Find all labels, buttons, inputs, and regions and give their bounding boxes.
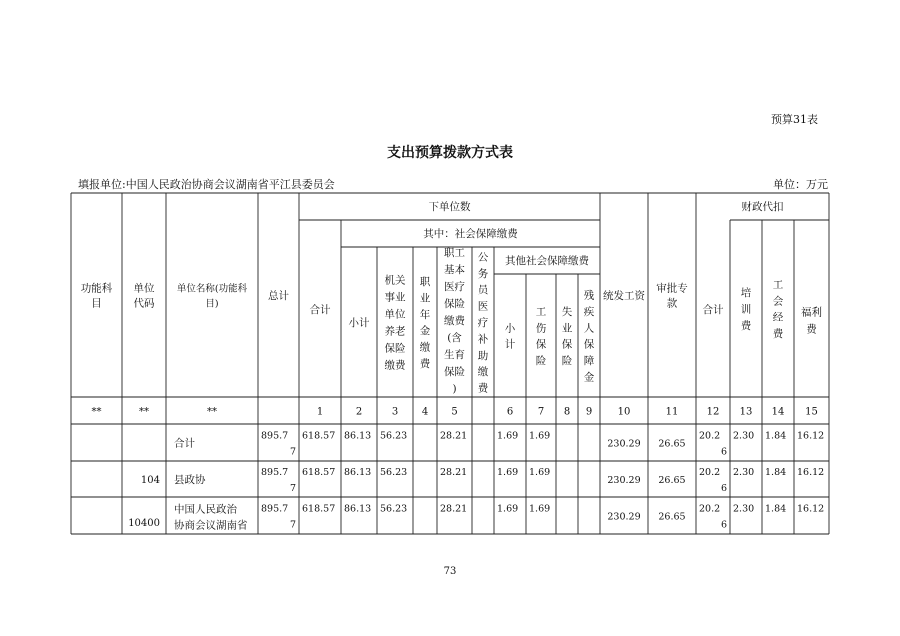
header-unemployment: 失 <box>561 305 573 318</box>
header-disability: 残 <box>583 289 595 302</box>
cell-value: 20.2 <box>699 503 721 515</box>
cell-value: 26.65 <box>658 511 686 523</box>
header-injury: 伤 <box>535 322 547 335</box>
header-annuity: 职 <box>419 276 431 288</box>
header-training: 费 <box>740 319 752 332</box>
cell-value: 1.69 <box>529 430 551 442</box>
header-union: 会 <box>772 295 784 308</box>
header-disability: 保 <box>583 338 595 351</box>
cell-value: 7 <box>289 519 296 531</box>
header-medical: 保险 <box>444 366 465 378</box>
cell-value: 28.21 <box>440 467 468 478</box>
index-cell: 10 <box>617 406 631 418</box>
table-number: 预算31表 <box>771 113 818 126</box>
header-special: 款 <box>666 297 678 310</box>
index-cell: 13 <box>739 406 753 418</box>
header-social-security: 其中：社会保障缴费 <box>423 228 518 240</box>
header-annuity: 费 <box>419 358 431 370</box>
cell-value: 1.84 <box>765 467 787 478</box>
index-cell: 6 <box>506 406 514 418</box>
page-number: 73 <box>443 566 457 577</box>
cell-value: 6 <box>720 446 727 458</box>
header-injury: 险 <box>535 355 547 368</box>
header-injury: 保 <box>535 338 547 351</box>
header-unit-code: 代码 <box>133 297 155 310</box>
cell-value: 86.13 <box>344 467 372 478</box>
header-medical: 基本 <box>444 264 465 276</box>
cell-value: 56.23 <box>380 467 408 478</box>
header-lower-units: 下单位数 <box>428 201 471 213</box>
header-special: 审批专 <box>656 282 688 295</box>
header-func-subject: 目 <box>91 297 102 310</box>
header-pension: 养老 <box>384 325 406 338</box>
cell-value: 86.13 <box>344 503 372 515</box>
header-disability: 疾 <box>583 305 595 318</box>
header-fiscal: 财政代扣 <box>741 201 784 213</box>
cell-value: 2.30 <box>733 430 755 442</box>
currency-unit: 单位：万元 <box>773 178 828 191</box>
header-unemployment: 业 <box>561 322 573 335</box>
cell-value: 618.57 <box>302 503 336 515</box>
header-subtotal: 小计 <box>348 317 370 329</box>
cell-value: 7 <box>289 483 296 494</box>
header-unit-code: 单位 <box>133 282 155 295</box>
index-cell: 12 <box>706 406 720 418</box>
header-medical: ) <box>452 383 457 395</box>
header-medical: 缴费 <box>444 315 465 327</box>
header-unit-name: 单位名称(功能科 <box>176 283 248 295</box>
cell-unit-name: 中国人民政治 <box>174 503 237 516</box>
cell-value: 56.23 <box>380 503 408 515</box>
cell-value: 1.69 <box>529 467 551 478</box>
cell-value: 618.57 <box>302 430 336 442</box>
index-cell: 7 <box>537 406 545 418</box>
cell-value: 86.13 <box>344 430 372 442</box>
header-medical: 职工 <box>444 247 465 259</box>
header-welfare: 费 <box>806 323 817 336</box>
cell-value: 26.65 <box>658 475 686 486</box>
index-cell: 14 <box>771 406 785 418</box>
header-civil-medical: 费 <box>477 382 489 395</box>
cell-value: 2.30 <box>733 503 755 515</box>
index-cell: 2 <box>355 406 363 418</box>
header-union: 工 <box>772 278 784 291</box>
header-func-subject: 功能科 <box>80 282 113 295</box>
cell-value: 618.57 <box>302 467 336 478</box>
header-medical: 医疗 <box>444 281 465 293</box>
header-fiscal-total: 合计 <box>702 304 724 316</box>
header-union: 费 <box>772 328 784 341</box>
header-medical: 保险 <box>444 298 465 310</box>
cell-value: 7 <box>289 446 296 458</box>
index-cell: 1 <box>316 406 324 418</box>
cell-value: 16.12 <box>797 467 825 478</box>
page-title: 支出预算拨款方式表 <box>387 145 513 161</box>
index-cell: ** <box>91 406 102 418</box>
header-unit-name: 目) <box>205 298 219 310</box>
index-cell: 9 <box>585 406 593 418</box>
header-civil-medical: 公 <box>477 251 489 264</box>
cell-value: 16.12 <box>797 503 825 515</box>
cell-value: 230.29 <box>607 475 641 486</box>
header-medical: 生育 <box>444 349 465 361</box>
cell-unit-name: 合计 <box>174 437 195 450</box>
cell-value: 895.7 <box>261 430 289 442</box>
cell-unit-name: 协商会议湖南省 <box>174 519 248 532</box>
header-civil-medical: 医 <box>477 300 489 313</box>
cell-value: 1.69 <box>497 430 519 442</box>
cell-unit-code: 10400 <box>128 518 160 529</box>
header-union: 经 <box>772 311 784 324</box>
header-pension: 缴费 <box>384 359 406 372</box>
header-medical: (含 <box>447 332 462 344</box>
header-injury: 工 <box>535 305 547 318</box>
header-unemployment: 险 <box>561 355 573 368</box>
header-annuity: 金 <box>419 325 431 338</box>
cell-value: 16.12 <box>797 430 825 442</box>
cell-value: 20.2 <box>699 467 721 478</box>
header-disability: 障 <box>583 355 595 368</box>
header-civil-medical: 补 <box>477 333 489 346</box>
cell-value: 1.84 <box>765 503 787 515</box>
index-cell: 5 <box>451 406 458 418</box>
header-pension: 保险 <box>384 342 406 355</box>
header-civil-medical: 助 <box>477 349 489 362</box>
header-other-subtotal: 计 <box>504 338 516 351</box>
header-disability: 金 <box>583 371 595 384</box>
index-cell: 3 <box>391 406 399 418</box>
header-civil-medical: 疗 <box>477 317 489 329</box>
header-unemployment: 保 <box>561 338 573 351</box>
header-disability: 人 <box>583 322 595 335</box>
cell-value: 1.69 <box>529 503 551 515</box>
header-training: 培 <box>740 287 752 300</box>
index-cell: 15 <box>805 406 818 418</box>
header-civil-medical: 缴 <box>477 366 489 379</box>
cell-value: 895.7 <box>261 503 289 515</box>
header-pension: 单位 <box>384 308 406 321</box>
cell-unit-code: 104 <box>140 475 160 486</box>
cell-value: 28.21 <box>440 430 468 442</box>
cell-value: 56.23 <box>380 430 408 442</box>
cell-value: 6 <box>720 483 727 494</box>
header-total: 总计 <box>268 290 289 302</box>
index-cell: ** <box>139 406 149 418</box>
header-training: 训 <box>740 303 752 316</box>
header-pension: 事业 <box>384 291 406 304</box>
header-annuity: 缴 <box>419 341 431 354</box>
index-cell: 8 <box>563 406 571 418</box>
cell-value: 1.69 <box>497 503 519 515</box>
index-cell: 4 <box>421 406 429 418</box>
header-subtotal: 合计 <box>309 304 331 316</box>
cell-value: 20.2 <box>699 430 721 442</box>
header-annuity: 业 <box>419 292 431 305</box>
index-cell: 11 <box>665 406 679 418</box>
header-welfare: 福利 <box>801 306 822 319</box>
cell-value: 895.7 <box>261 467 289 478</box>
header-annuity: 年 <box>419 308 431 321</box>
table-header <box>81 200 822 418</box>
cell-value: 26.65 <box>658 438 686 450</box>
header-civil-medical: 员 <box>477 284 489 297</box>
table-body <box>128 431 824 532</box>
header-other-subtotal: 小 <box>504 322 516 335</box>
cell-value: 230.29 <box>607 438 641 450</box>
cell-value: 2.30 <box>733 467 755 478</box>
cell-value: 1.69 <box>497 467 519 478</box>
header-pension: 机关 <box>384 274 406 287</box>
header-other-social: 其他社会保障缴费 <box>505 255 589 267</box>
cell-value: 1.84 <box>765 430 787 442</box>
filler-unit: 填报单位:中国人民政治协商会议湖南省平江县委员会 <box>78 178 335 191</box>
header-civil-medical: 务 <box>477 267 489 280</box>
header-salary: 统发工资 <box>603 290 645 302</box>
index-cell: ** <box>207 406 217 418</box>
cell-value: 28.21 <box>440 503 468 515</box>
cell-value: 6 <box>720 519 727 531</box>
cell-unit-name: 县政协 <box>174 474 206 486</box>
cell-value: 230.29 <box>607 511 641 523</box>
